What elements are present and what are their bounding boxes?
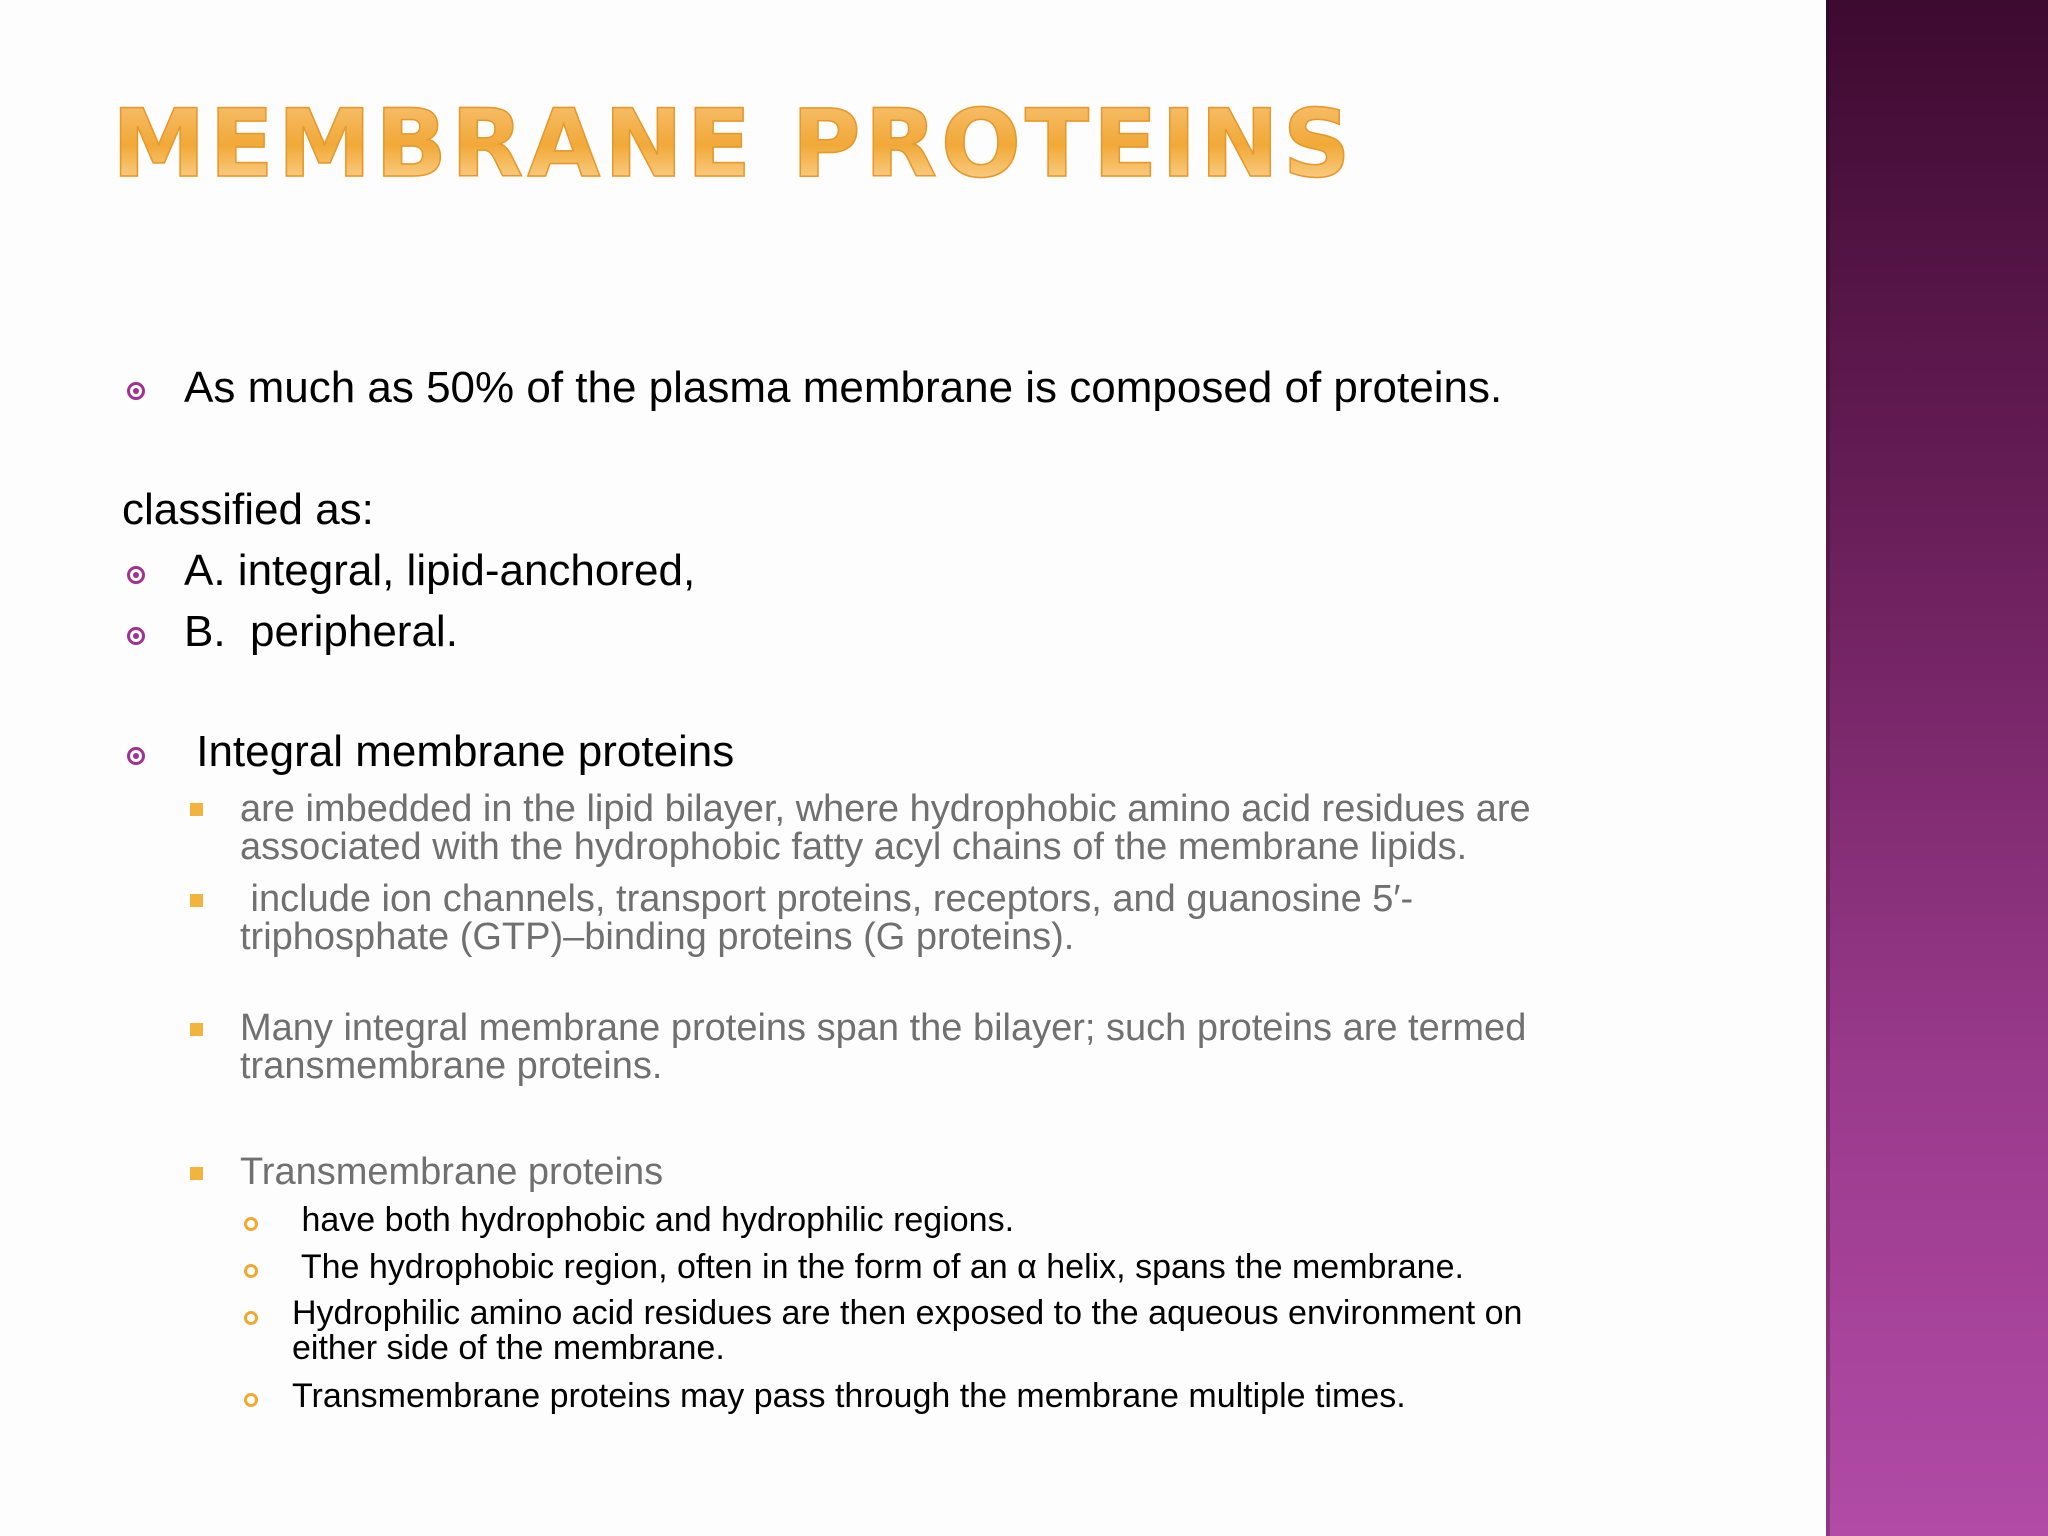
class-item-a: A. integral, lipid-anchored, (184, 546, 696, 595)
tm-point-3-line2: either side of the membrane. (292, 1329, 725, 1367)
bullet-square-icon (190, 1023, 203, 1036)
bullet-square-icon (190, 803, 203, 816)
integral-point-3-line1: Many integral membrane proteins span the bilayer; such proteins are termed (240, 1007, 1527, 1049)
integral-point-3-line2: transmembrane proteins. (240, 1045, 663, 1087)
integral-point-2-line2: triphosphate (GTP)–binding proteins (G proteins). (240, 916, 1075, 958)
tm-point-3-line1: Hydrophilic amino acid residues are then exposed to the aqueous environment on (292, 1294, 1523, 1332)
bullet-ring-icon (244, 1311, 258, 1325)
bullet-square-icon (190, 894, 203, 907)
class-item-b: B. peripheral. (184, 607, 458, 656)
slide-title: MEMBRANE PROTEINS (112, 90, 1355, 199)
bullet-ring-icon (244, 1393, 258, 1407)
intro-text: As much as 50% of the plasma membrane is composed of proteins. (184, 363, 1503, 412)
integral-point-4: Transmembrane proteins (240, 1151, 664, 1193)
tm-point-2: The hydrophobic region, often in the form of an α helix, spans the membrane. (292, 1248, 1464, 1286)
sidebar-edge (1826, 0, 1830, 1536)
integral-point-2-line1: include ion channels, transport proteins, receptors, and guanosine 5′- (240, 878, 1414, 920)
tm-point-1: have both hydrophobic and hydrophilic regions. (292, 1201, 1015, 1239)
bullet-circle-icon (127, 747, 145, 765)
integral-point-1-line1: are imbedded in the lipid bilayer, where hydrophobic amino acid residues are (240, 788, 1531, 830)
integral-point-1-line2: associated with the hydrophobic fatty acyl chains of the membrane lipids. (240, 826, 1468, 868)
bullet-square-icon (190, 1167, 203, 1180)
tm-point-4: Transmembrane proteins may pass through the membrane multiple times. (292, 1377, 1406, 1415)
bullet-circle-icon (127, 382, 145, 400)
bullet-ring-icon (244, 1217, 258, 1231)
bullet-circle-icon (127, 627, 145, 645)
classified-label: classified as: (122, 485, 374, 534)
bullet-ring-icon (244, 1264, 258, 1278)
decorative-sidebar (1826, 0, 2048, 1536)
integral-heading: Integral membrane proteins (184, 727, 735, 776)
bullet-circle-icon (127, 566, 145, 584)
